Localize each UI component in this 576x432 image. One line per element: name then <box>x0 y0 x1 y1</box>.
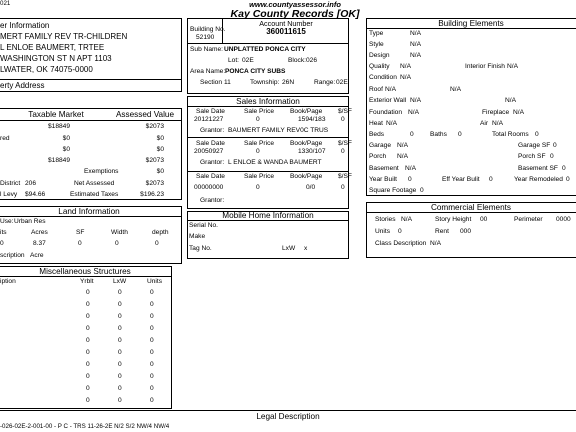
levy-value: $94.66 <box>25 191 46 198</box>
district-value: 206 <box>25 180 37 187</box>
township-label: Township: <box>250 79 280 86</box>
land-width-header: Width <box>111 229 128 236</box>
block-value: 026 <box>306 57 318 64</box>
make-label: Make <box>189 233 206 240</box>
year-remodeled-label: Year Remodeled <box>514 176 563 183</box>
sale-date: 00000000 <box>194 184 224 191</box>
sale-price: 0 <box>256 148 260 155</box>
misc-lxw-value: 0 <box>118 325 122 332</box>
square-footage-value: 0 <box>420 187 424 194</box>
legal-title: Legal Description <box>256 412 320 421</box>
land-depth-header: depth <box>152 229 169 236</box>
owner-line-3: WASHINGTON ST N APT 1103 <box>0 54 112 63</box>
misc-units-header: Units <box>147 278 163 285</box>
square-footage-label: Square Footage <box>369 187 417 194</box>
grantor-label: Grantor: <box>200 159 225 166</box>
divider <box>0 120 182 121</box>
year-built-label: Year Built <box>369 176 397 183</box>
class-description-value: N/A <box>430 240 441 247</box>
misc-lxw-value: 0 <box>118 337 122 344</box>
misc-yrblt-value: 0 <box>86 349 90 356</box>
misc-lxw-value: 0 <box>118 289 122 296</box>
perimeter-label: Perimeter <box>514 216 543 223</box>
stories-value: N/A <box>401 216 412 223</box>
quality-label: Quality <box>369 63 390 70</box>
building-title: Building Elements <box>438 19 504 28</box>
book-page: 1330/107 <box>298 148 326 155</box>
sales-title: Sales Information <box>236 97 300 106</box>
air-label: Air <box>480 120 489 127</box>
misc-lxw-value: 0 <box>118 385 122 392</box>
land-use-value: Urban Res <box>14 218 46 225</box>
commercial-title: Commercial Elements <box>430 203 512 212</box>
interior-finish-label: Interior Finish <box>465 63 505 70</box>
total-rooms-label: Total Rooms <box>492 131 529 138</box>
assessed-value: $0 <box>156 135 164 142</box>
divider <box>0 410 576 411</box>
misc-yrblt-value: 0 <box>86 289 90 296</box>
land-description-label: scription <box>0 252 25 259</box>
corner-text: 021 <box>0 0 11 7</box>
exterior-wall-extra-value: N/A <box>505 97 516 104</box>
baths-label: Baths <box>430 131 447 138</box>
year-built-value: 0 <box>408 176 412 183</box>
misc-yrblt-value: 0 <box>86 325 90 332</box>
owner-line-4: LWATER, OK 74075-0000 <box>0 65 93 74</box>
sale-price-header: Sale Price <box>244 108 275 115</box>
eff-year-built-label: Eff Year Bulit <box>442 176 480 183</box>
land-use-label: Use: <box>0 218 14 225</box>
divider <box>0 79 182 80</box>
estimated-taxes-value: $196.23 <box>140 191 164 198</box>
book-page: 0/0 <box>306 184 316 191</box>
owner-line-1: MERT FAMILY REV TR-CHILDREN <box>0 32 128 41</box>
misc-lxw-value: 0 <box>118 313 122 320</box>
account-number-value: 360011615 <box>266 27 306 36</box>
sf-header: $/SF <box>338 140 352 147</box>
land-acres-value: 8.37 <box>33 240 46 247</box>
perimeter-value: 0000 <box>556 216 571 223</box>
lot-value: 02E <box>242 57 254 64</box>
misc-lxw-header: LxW <box>113 278 127 285</box>
heat-label: Heat <box>369 120 383 127</box>
sf-header: $/SF <box>338 173 352 180</box>
land-depth-value: 0 <box>155 240 159 247</box>
block-label: Block: <box>288 57 306 64</box>
divider <box>0 276 172 277</box>
lxw-label: LxW <box>282 245 296 252</box>
garage-label: Garage <box>369 142 391 149</box>
exterior-wall-label: Exterior Wall <box>369 97 407 104</box>
land-units-value: 0 <box>0 240 4 247</box>
area-label: Area Name: <box>190 68 226 75</box>
divider <box>187 171 349 172</box>
year-remodeled-value: 0 <box>566 176 570 183</box>
exemptions-value: $0 <box>156 168 164 175</box>
divider <box>366 28 576 29</box>
porch-sf-label: Porch SF <box>518 153 546 160</box>
net-assessed-label: Net Assessed <box>74 180 115 187</box>
basement-label: Basement <box>369 165 399 172</box>
taxable-value: $18849 <box>47 123 70 130</box>
estimated-taxes-label: Estimated Taxes <box>70 191 119 198</box>
misc-units-value: 0 <box>150 373 154 380</box>
book-page-header: Book/Page <box>290 108 323 115</box>
sale-date-header: Sale Date <box>196 173 225 180</box>
sale-price-header: Sale Price <box>244 140 275 147</box>
story-height-label: Story Height <box>435 216 472 223</box>
baths-value: 0 <box>458 131 462 138</box>
levy-label: l Levy <box>0 191 18 198</box>
lxw-value: x <box>304 245 308 252</box>
porch-value: N/A <box>397 153 408 160</box>
assessed-value: $2073 <box>145 123 164 130</box>
grantor-value: BAUMERT FAMILY REV0C TRUS <box>228 127 329 134</box>
misc-units-value: 0 <box>150 301 154 308</box>
exemptions-label: Exemptions <box>84 168 119 175</box>
mobile-home-title: Mobile Home Information <box>222 211 314 220</box>
market-row-label: red <box>0 135 10 142</box>
subname-value: UNPLATTED PONCA CITY <box>224 46 306 53</box>
roof-label: Roof <box>369 86 383 93</box>
price-per-sf: 0 <box>341 148 345 155</box>
garage-sf-value: 0 <box>553 142 557 149</box>
range-label: Range: <box>314 79 336 86</box>
roof-extra-value: N/A <box>450 86 461 93</box>
misc-units-value: 0 <box>150 325 154 332</box>
exterior-wall-value: N/A <box>410 97 421 104</box>
legal-description-text: -026-02E-2-001-00 - P C - TRS 11-26-2E N/2 S/2 NW/4 NW/4 <box>0 423 170 430</box>
misc-description-header: iption <box>0 278 16 285</box>
sale-date-header: Sale Date <box>196 108 225 115</box>
land-sf-header: SF <box>76 229 85 236</box>
total-rooms-value: 0 <box>535 131 539 138</box>
misc-yrblt-value: 0 <box>86 337 90 344</box>
misc-yrblt-value: 0 <box>86 385 90 392</box>
misc-title: Miscellaneous Structures <box>39 267 131 276</box>
units-label: Units <box>375 228 391 235</box>
subname-label: Sub Name: <box>190 46 223 53</box>
type-value: N/A <box>410 30 421 37</box>
book-page-header: Book/Page <box>290 140 323 147</box>
design-value: N/A <box>410 52 421 59</box>
land-acres-header: Acres <box>31 229 48 236</box>
misc-yrblt-value: 0 <box>86 301 90 308</box>
grantor-value: L ENLOE & WANDA BAUMERT <box>228 159 322 166</box>
land-title: Land Information <box>58 207 120 216</box>
garage-value: N/A <box>397 142 408 149</box>
quality-value: N/A <box>400 63 411 70</box>
misc-yrblt-value: 0 <box>86 373 90 380</box>
misc-yrblt-value: 0 <box>86 313 90 320</box>
eff-year-built-value: 0 <box>489 176 493 183</box>
divider <box>187 137 349 138</box>
beds-value: 0 <box>410 131 414 138</box>
serial-no-label: Serial No. <box>189 222 218 229</box>
beds-label: Beds <box>369 131 385 138</box>
misc-units-value: 0 <box>150 385 154 392</box>
taxable-value: $18849 <box>47 157 70 164</box>
lot-label: Lot: <box>228 57 239 64</box>
section-label: Section <box>200 79 222 86</box>
rent-value: 000 <box>460 228 472 235</box>
owner-line-2: L ENLOE BAUMERT, TRTEE <box>0 43 105 52</box>
assessed-value: $2073 <box>145 157 164 164</box>
sale-price: 0 <box>256 184 260 191</box>
sale-price-header: Sale Price <box>244 173 275 180</box>
misc-yrblt-value: 0 <box>86 361 90 368</box>
divider <box>187 106 349 107</box>
porch-sf-value: 0 <box>550 153 554 160</box>
garage-sf-label: Garage SF <box>518 142 551 149</box>
land-description-value: Acre <box>30 252 44 259</box>
sale-date: 20050927 <box>194 148 224 155</box>
misc-units-value: 0 <box>150 349 154 356</box>
property-address-label: erty Address <box>0 81 45 90</box>
story-height-value: 00 <box>480 216 488 223</box>
type-label: Type <box>369 30 384 37</box>
sale-date-header: Sale Date <box>196 140 225 147</box>
land-sf-value: 0 <box>78 240 82 247</box>
foundation-label: Foundation <box>369 109 402 116</box>
divider <box>366 212 576 213</box>
stories-label: Stories <box>375 216 396 223</box>
misc-units-value: 0 <box>150 337 154 344</box>
sale-price: 0 <box>256 116 260 123</box>
misc-lxw-value: 0 <box>118 373 122 380</box>
misc-units-value: 0 <box>150 313 154 320</box>
porch-label: Porch <box>369 153 387 160</box>
taxable-value: $0 <box>62 135 70 142</box>
assessed-value: $0 <box>156 146 164 153</box>
misc-units-value: 0 <box>150 289 154 296</box>
units-value: 0 <box>398 228 402 235</box>
price-per-sf: 0 <box>341 116 345 123</box>
taxable-value: $0 <box>62 146 70 153</box>
site-url[interactable]: www.countyassessor.info <box>249 0 341 9</box>
owner-section-label: er Information <box>0 21 50 30</box>
rent-label: Rent <box>435 228 449 235</box>
sale-date: 20121227 <box>194 116 224 123</box>
account-number-label: Account Number <box>259 19 313 28</box>
township-value: 26N <box>282 79 295 86</box>
misc-yrblt-value: 0 <box>86 397 90 404</box>
class-description-label: Class Description <box>375 240 427 247</box>
misc-units-value: 0 <box>150 361 154 368</box>
air-value: N/A <box>492 120 503 127</box>
roof-value: N/A <box>385 86 396 93</box>
building-no-label: Building No. <box>190 26 226 33</box>
condition-value: N/A <box>400 74 411 81</box>
tag-no-label: Tag No. <box>189 245 212 252</box>
land-width-value: 0 <box>115 240 119 247</box>
style-label: Style <box>369 41 384 48</box>
interior-finish-value: N/A <box>507 63 518 70</box>
divider <box>187 43 349 44</box>
range-value: 02E <box>336 79 348 86</box>
misc-lxw-value: 0 <box>118 397 122 404</box>
divider <box>187 220 349 221</box>
misc-yrblt-header: Yrblt <box>80 278 94 285</box>
grantor-label: Grantor: <box>200 127 225 134</box>
section-value: 11 <box>224 79 231 86</box>
design-label: Design <box>369 52 390 59</box>
assessed-value-label: Assessed Value <box>115 110 175 119</box>
style-value: N/A <box>410 41 421 48</box>
foundation-value: N/A <box>408 109 419 116</box>
misc-lxw-value: 0 <box>118 361 122 368</box>
page-title: Kay County Records [OK] <box>230 8 360 20</box>
building-no-value: 52190 <box>196 34 215 41</box>
fireplace-value: N/A <box>513 109 524 116</box>
price-per-sf: 0 <box>341 184 345 191</box>
divider <box>0 216 182 217</box>
heat-value: N/A <box>386 120 397 127</box>
basement-sf-value: 0 <box>562 165 566 172</box>
net-assessed-value: $2073 <box>145 180 164 187</box>
fireplace-label: Fireplace <box>482 109 510 116</box>
area-value: PONCA CITY SUBS <box>225 68 286 75</box>
sf-header: $/SF <box>338 108 352 115</box>
book-page: 1594/183 <box>298 116 326 123</box>
misc-lxw-value: 0 <box>118 301 122 308</box>
basement-value: N/A <box>405 165 416 172</box>
land-units-header: its <box>0 229 7 236</box>
district-label: District <box>0 180 21 187</box>
condition-label: Condition <box>369 74 397 81</box>
grantor-label: Grantor: <box>200 197 225 204</box>
basement-sf-label: Basement SF <box>518 165 558 172</box>
taxable-market-label: Taxable Market <box>28 110 84 119</box>
book-page-header: Book/Page <box>290 173 323 180</box>
misc-lxw-value: 0 <box>118 349 122 356</box>
misc-units-value: 0 <box>150 397 154 404</box>
